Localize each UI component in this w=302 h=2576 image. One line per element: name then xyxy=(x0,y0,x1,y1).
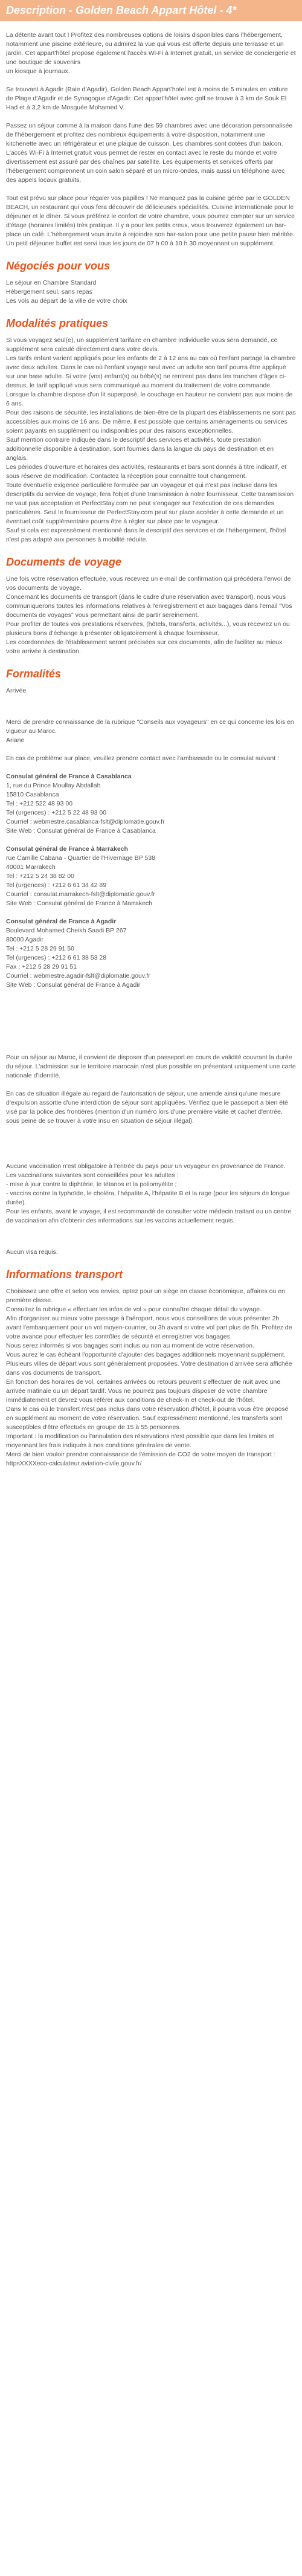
consulate-line: Site Web : Consulat général de France à Casablanca xyxy=(6,827,156,834)
description-section xyxy=(6,25,296,248)
formalites-section xyxy=(6,667,296,1257)
consulate-marrakech xyxy=(6,845,296,908)
consulate-line: Tel (urgences) : +212 6 61 34 42 89 xyxy=(6,882,107,889)
consulate-line: Tel : +212 5 24 38 82 00 xyxy=(6,873,74,880)
consulate-line: Tel (urgences) : +212 5 22 48 93 00 xyxy=(6,809,107,816)
formalites-title: Formalités xyxy=(6,668,62,680)
consulate-name: Consulat général de France à Casablanca xyxy=(6,773,132,780)
transport-section xyxy=(6,1268,296,1468)
consulate-line: 15810 Casablanca xyxy=(6,791,59,798)
negocies-item: Hébergement seul, sans repas xyxy=(6,288,92,295)
formalites-visa: Aucun visa requis. xyxy=(6,1248,58,1256)
formalites-passport: Pour un séjour au Maroc, il convient de disposer d'un passeport en cours de validité couvrant la durée du séjour. L'admission sur le territoire marocain n'est plus possible en présentant uniquement une carte nationale d'identité. xyxy=(6,1054,296,1079)
negocies-item: Les vols au départ de la ville de votre choix xyxy=(6,297,127,305)
consulate-line: Courriel : consulat.marrakech-fslt@diplomatie.gouv.fr xyxy=(6,891,155,898)
negocies-title: Négociés pour vous xyxy=(6,260,111,272)
description-paragraph: Se trouvant à Agadir (Baie d'Agadir), Golden Beach Appart'hotel est à moins de 5 minutes en voiture de Plage d'Agadir et de Synagogue d'Agadir. Cet appart'hôtel avec golf se trouve à 3 km de Souk El Had et à 3,2 km de Mosquée Mohamed V. xyxy=(6,86,288,111)
modalites-section xyxy=(6,317,296,544)
transport-title: Informations transport xyxy=(6,1268,123,1280)
consulate-line: Tel : +212 5 28 29 91 50 xyxy=(6,945,74,952)
modalites-title: Modalités pratiques xyxy=(6,317,109,329)
consulate-line: Courriel : webmestre.casablanca-fslt@diplomatie.gouv.fr xyxy=(6,818,165,825)
consulate-line: Site Web : Consulat général de France à Agadir xyxy=(6,981,141,989)
consulate-line: rue Camille Cabana - Quartier de l'Hivernage BP 538 xyxy=(6,854,155,862)
description-paragraph: La détente avant tout ! Profitez des nombreuses options de loisirs disponibles dans l'hébergement, notamment une piscine extérieure, ou admirez la vue qui vous est offerte depuis une terrasse et un jardin. Cet appart'hôtel propose également l'accès Wi-Fi à Internet gratuit, un service de conciergerie et une boutique de souvenirs un kiosque à journaux. xyxy=(6,31,296,75)
description-paragraph: Tout est prévu sur place pour régaler vos papilles ! Ne manquez pas la cuisine gérée par le GOLDEN BEACH, un restaurant qui vous fera découvrir de délicieuses spécialités. Cuisine internationale pour le déjeuner et le dîner. Si vous préférez le confort de votre chambre, vous pourrez compter sur un service d'étage (horaires limités) très pratique. Il y a pour les petits creux, vous trouverez également un bar-place un café. L'hébergement vous invite à rejoindre son bar-salon pour une petite pause bien méritée. Un petit déjeuner buffet est servi tous les jours de 07 h 00 à 10 h 30 moyennant un supplément. xyxy=(6,195,295,247)
consulate-line: Fax : +212 5 28 29 91 51 xyxy=(6,963,77,970)
consulate-agadir xyxy=(6,917,296,990)
description-paragraph: Passez un séjour comme à la maison dans l'une des 59 chambres avec une décoration personnalisée de l'hébergement et profitez des nombreux équipements à votre disposition, notamment une kitchenette avec un réfrigérateur et une plaque de cuisson. Les chambres sont dotées d'un balcon. L'accès Wi-Fi à Internet gratuit vous permet de rester en contact avec le reste du monde et votre divertissement est assuré par des chaînes par satellite. Les équipements et services offerts par l'hébergement comprennent un coin salon séparé et un micro-ondes, mais aussi un téléphone avec des appels locaux gratuits. xyxy=(6,122,293,184)
page-header xyxy=(0,0,302,21)
consulate-casablanca xyxy=(6,772,296,836)
consulate-line: Tel (urgences) : +212 6 61 38 53 28 xyxy=(6,954,107,961)
formalites-intro: Merci de prendre connaissance de la rubrique "Conseils aux voyageurs" en ce qui concerne les lois en vigueur au Maroc. Ariane xyxy=(6,718,294,744)
consulate-line: 40001 Marrakech xyxy=(6,864,56,871)
consulate-line: Boulevard Mohamed Cheikh Saadi BP 267 xyxy=(6,927,127,934)
formalites-minors: En cas de situation illégale au regard de l'autorisation de séjour, une amende ainsi qu'une mesure d'expulsion assortie d'une interdiction de séjour sont appliquées. Vérifiez que le passeport a bien été visé par la police des frontières (mention d'un numéro lors d'une première visite et cachet d'entrée, sous peine de se trouver à votre insu en situation de séjour illégal). xyxy=(6,1090,288,1125)
consulate-line: Courriel : webmestre.agadir-fslt@diplomatie.gouv.fr xyxy=(6,972,150,980)
negocies-section xyxy=(6,259,296,306)
page-title: Description - Golden Beach Appart Hôtel - 4* xyxy=(6,4,237,16)
modalites-text: Si vous voyagez seul(e), un supplément tarifaire en chambre individuelle vous sera demandé, ce supplément sera calculé directement dans votre devis. Les tarifs enfant varient appliqués pour les enfants de 2 à 12 ans au cas où l'enfant partage la chambre avec deux adultes. Dans le cas où l'enfant voyage seul avec un adulte son tarif pourra être appliqué sur une base adulte. Si votre (vos) enfant(s) ou bébé(s) ne rentrent pas dans les tranches d'âges ci-dessus, le tarif appliqué vous sera communiqué au moment du traitement de votre commande. Lorsque la chambre dispose d'un lit superposé, le couchage en hauteur ne convient pas aux moins de 6 ans. Pour des raisons de sécurité, les installations de bien-être de la plupart des établissements ne sont pas accessibles aux moins de 16 ans. De même, il est possible que certains aménagements ou services soient payants en supplément ou indisponibles pour des raisons exceptionnelles. Sauf mention contraire indiquée dans le descriptif des services et activités, toute prestation additionnelle disponible à destination, sont fournies dans la langue du pays de destination et en anglais. Les périodes d'ouverture et horaires des activités, restaurants et bars sont donnés à titre indicatif, et sous réserve de modification. Contactez la réception pour connaître tout changement. Toute éventuelle exigence particulière formulée par un voyageur et qui n'est pas incluse dans les descriptifs du service de voyage, fera l'objet d'une transmission à notre fournisseur. Cette transmission ne vaut pas acceptation et PerfectStay.com ne peut s'engager sur l'exécution de ces demandes particulières. Seul le fournisseur de PerfectStay.com peut sur place accéder à cette demande et un éventuel coût supplémentaire pourra être à régler sur place par le voyageur. Sauf si cela est expressément mentionné dans le descriptif des services et de l'hébergement, l'hôtel n'est pas adapté aux personnes à mobilité réduite. xyxy=(6,337,296,543)
consulate-line: Site Web : Consulat général de France à Marrakech xyxy=(6,900,153,907)
consulate-name: Consulat général de France à Marrakech xyxy=(6,845,128,853)
transport-text: Choisissez une offre et selon vos envies, optez pour un siège en classe économique, affaires ou en première classe. Consultez la rubrique « effectuer les infos de vol » pour connaître chaque détail du voyage. Afin d'organiser au mieux votre passage à l'aéroport, nous vous conseillons de vous présenter 2h avant l'embarquement pour un vol moyen-courrier, ou 3h avant si votre vol part plus de 5h. Profitez de votre avance pour effectuer les contrôles de sécurité et enregistrer vos bagages. Nous serez informés si vos bagages sont inclus ou non au moment de votre réservation. Vous aurez le cas échéant l'opportunité d'ajouter des bagages additionnels moyennant supplément. Plusieurs villes de départ vous sont généralement proposées. Votre destination d'arrivée sera affichée dans vos documents de transport. En fonction des horaires de vol, certaines arrivées ou retours peuvent s'effectuer de nuit avec une arrivée matinale ou un départ tardif. Vous ne pourrez pas toujours disposer de votre chambre immédiatement et devrez vous référer aux conditions de check-in et check-out de l'hôtel. Dans le cas où le transfert n'est pas inclus dans votre réservation d'hôtel, il pourra vous être proposé en supplément au moment de votre réservation. Sauf expressément mentionné, les transferts sont susceptibles d'être effectués en groupe de 15 à 55 personnes. Important : la modification ou l'annulation des réservations n'est possible que dans les limites et moyennant les frais indiqués à nos conditions générales de vente. Merci de bien vouloir prendre connaissance de l'émission de CO2 de votre moyen de transport : httpsXXXXeco-calculateur.aviation-civile.gouv.fr/ xyxy=(6,1288,292,1467)
formalites-vaccination: Aucune vaccination n'est obligatoire à l'entrée du pays pour un voyageur en provenance de France. Les vaccinations suivantes sont conseillées pour les adultes : - mise à jour contre la diphtérie, le tétanos et la poliomyélite ; - vaccins contre la typhoïde, le choléra, l'hépatite A, l'hépatite B et la rage (pour les séjours de longue durée). Pour les enfants, avant le voyage, il est recommandé de consulter votre médecin traitant ou un centre de vaccination afin d'obtenir des informations sur les vaccins actuellement requis. xyxy=(6,1163,292,1224)
documents-text: Une fois votre réservation effectuée, vous recevrez un e-mail de confirmation qui précédera l'envoi de vos documents de voyage. Concernant les documents de transport (dans le cadre d'une réservation avec transport), nous vous communiquerons toutes les informations relatives à l'enregistrement et aux bagages dans l'email "Vos documents de voyages" vous permettant ainsi de partir sereinement. Pour profiter de toutes vos prestations réservées, (hôtels, transferts, activités...), vous recevrez un ou plusieurs bons d'échange à présenter obligatoirement à chaque fournisseur. Les coordonnées de l'établissement seront précisées sur ces documents, afin de faciliter au mieux votre arrivée à destination. xyxy=(6,575,292,655)
formalites-arrivee: Arrivée xyxy=(6,687,27,694)
consulate-line: 80000 Agadir xyxy=(6,936,43,943)
negocies-item: Le séjour en Chambre Standard xyxy=(6,279,97,286)
formalites-problem: En cas de problème sur place, veuillez prendre contact avec l'ambassade ou le consulat suivant : xyxy=(6,755,280,762)
documents-title: Documents de voyage xyxy=(6,556,122,568)
main-content xyxy=(0,21,302,1468)
documents-section xyxy=(6,555,296,656)
consulate-line: Tel : +212 522 48 93 00 xyxy=(6,800,73,807)
consulate-name: Consulat général de France à Agadir xyxy=(6,918,117,925)
consulate-line: 1, rue du Prince Moullay Abdallah xyxy=(6,782,101,789)
